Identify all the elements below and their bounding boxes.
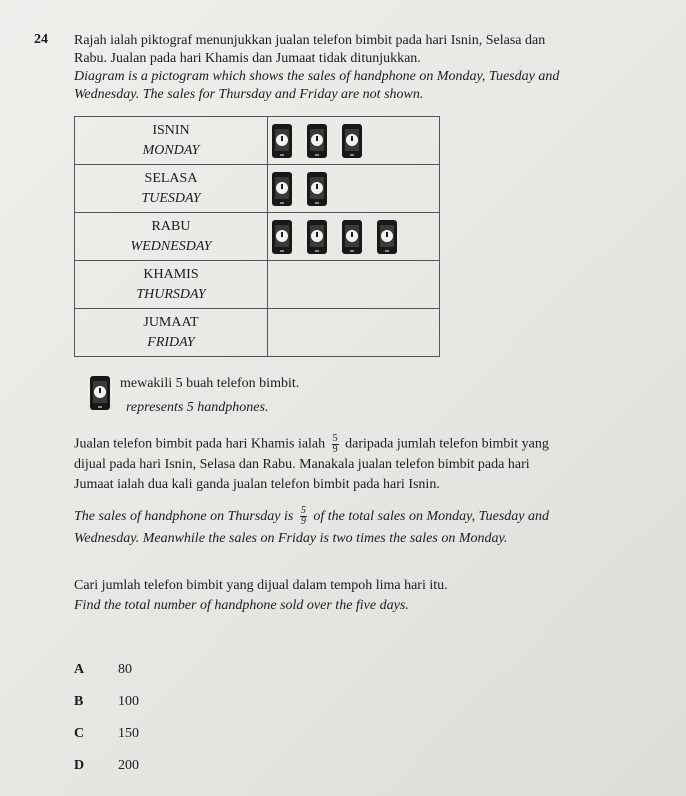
- handphone-icon: [90, 376, 110, 410]
- day-cell: [75, 213, 268, 261]
- handphone-icon: [377, 220, 397, 254]
- handphone-icon: [272, 220, 292, 254]
- option-letter: C: [74, 726, 85, 741]
- p2-text-a: The sales of handphone on Thursday is: [74, 509, 294, 524]
- intro-en-line-2: Wednesday. The sales for Thursday and Friday are not shown.: [74, 87, 424, 102]
- p1-text-a: Jualan telefon bimbit pada hari Khamis ialah: [74, 436, 326, 452]
- fraction-numerator: 5: [300, 505, 306, 517]
- icons-cell: [268, 261, 440, 309]
- p1-line-2: dijual pada hari Isnin, Selasa dan Rabu. Manakala jualan telefon bimbit pada hari: [74, 457, 530, 472]
- fraction-denominator: 9: [300, 516, 306, 528]
- day-label-ms: RABU: [151, 218, 191, 234]
- day-label-ms: SELASA: [144, 170, 198, 186]
- day-cell: [75, 261, 268, 309]
- day-label-en: FRIDAY: [147, 334, 195, 350]
- pictogram-row-friday: [75, 309, 440, 357]
- day-label-ms: KHAMIS: [143, 266, 199, 282]
- option-value: 150: [118, 726, 139, 741]
- p2-line-1: [74, 506, 654, 528]
- fraction: [332, 434, 339, 455]
- handphone-icon: [307, 220, 327, 254]
- option-letter: A: [74, 662, 85, 677]
- task-paragraph: [74, 576, 654, 616]
- day-label-en: MONDAY: [142, 142, 200, 158]
- icons-cell: [268, 165, 440, 213]
- handphone-icon: [307, 172, 327, 206]
- intro-en-line-1: Diagram is a pictogram which shows the sales of handphone on Monday, Tuesday and: [74, 69, 560, 84]
- question-number: 24: [34, 32, 48, 47]
- day-label-ms: JUMAAT: [143, 314, 199, 330]
- key-text-en: represents 5 handphones.: [126, 400, 269, 415]
- handphone-icon: [272, 172, 292, 206]
- day-cell: [75, 117, 268, 165]
- intro-ms-line-1: Rajah ialah piktograf menunjukkan jualan telefon bimbit pada hari Isnin, Selasa dan: [74, 33, 546, 48]
- icons-cell: [268, 309, 440, 357]
- p2-line-2: Wednesday. Meanwhile the sales on Friday is two times the sales on Monday.: [74, 531, 508, 546]
- day-label-en: THURSDAY: [136, 286, 206, 302]
- p1-line-3: Jumaat ialah dua kali ganda jualan telefon bimbit pada hari Isnin.: [74, 477, 440, 492]
- day-cell: [75, 165, 268, 213]
- option-letter: D: [74, 758, 85, 773]
- p2-text-b: of the total sales on Monday, Tuesday and: [313, 509, 549, 524]
- pictogram-row-tuesday: [75, 165, 440, 213]
- day-cell: [75, 309, 268, 357]
- icons-cell: [268, 117, 440, 165]
- fraction: [300, 506, 307, 527]
- option-value: 100: [118, 694, 139, 709]
- handphone-icon: [307, 124, 327, 158]
- task-ms: Cari jumlah telefon bimbit yang dijual dalam tempoh lima hari itu.: [74, 578, 448, 593]
- handphone-icon: [342, 220, 362, 254]
- handphone-icon: [342, 124, 362, 158]
- key-text-ms: mewakili 5 buah telefon bimbit.: [120, 376, 300, 391]
- paragraph-en: [74, 506, 654, 550]
- p1-line-1: [74, 434, 654, 455]
- option-value: 80: [118, 662, 132, 677]
- pictogram-row-monday: [75, 117, 440, 165]
- task-en: Find the total number of handphone sold over the five days.: [74, 598, 409, 613]
- fraction-numerator: 5: [332, 433, 338, 444]
- day-label-ms: ISNIN: [152, 122, 190, 138]
- day-label-en: TUESDAY: [141, 190, 201, 206]
- option-letter: B: [74, 694, 84, 709]
- intro-ms-line-2: Rabu. Jualan pada hari Khamis dan Jumaat tidak ditunjukkan.: [74, 51, 421, 66]
- day-label-en: WEDNESDAY: [130, 238, 212, 254]
- p1-text-b: daripada jumlah telefon bimbit yang: [345, 436, 549, 452]
- option-value: 200: [118, 758, 139, 773]
- pictogram-table: [74, 116, 440, 357]
- question-intro: [74, 32, 654, 104]
- fraction-denominator: 9: [332, 444, 338, 455]
- pictogram-row-wednesday: [75, 213, 440, 261]
- paragraph-ms: [74, 434, 654, 495]
- icons-cell: [268, 213, 440, 261]
- pictogram-row-thursday: [75, 261, 440, 309]
- handphone-icon: [272, 124, 292, 158]
